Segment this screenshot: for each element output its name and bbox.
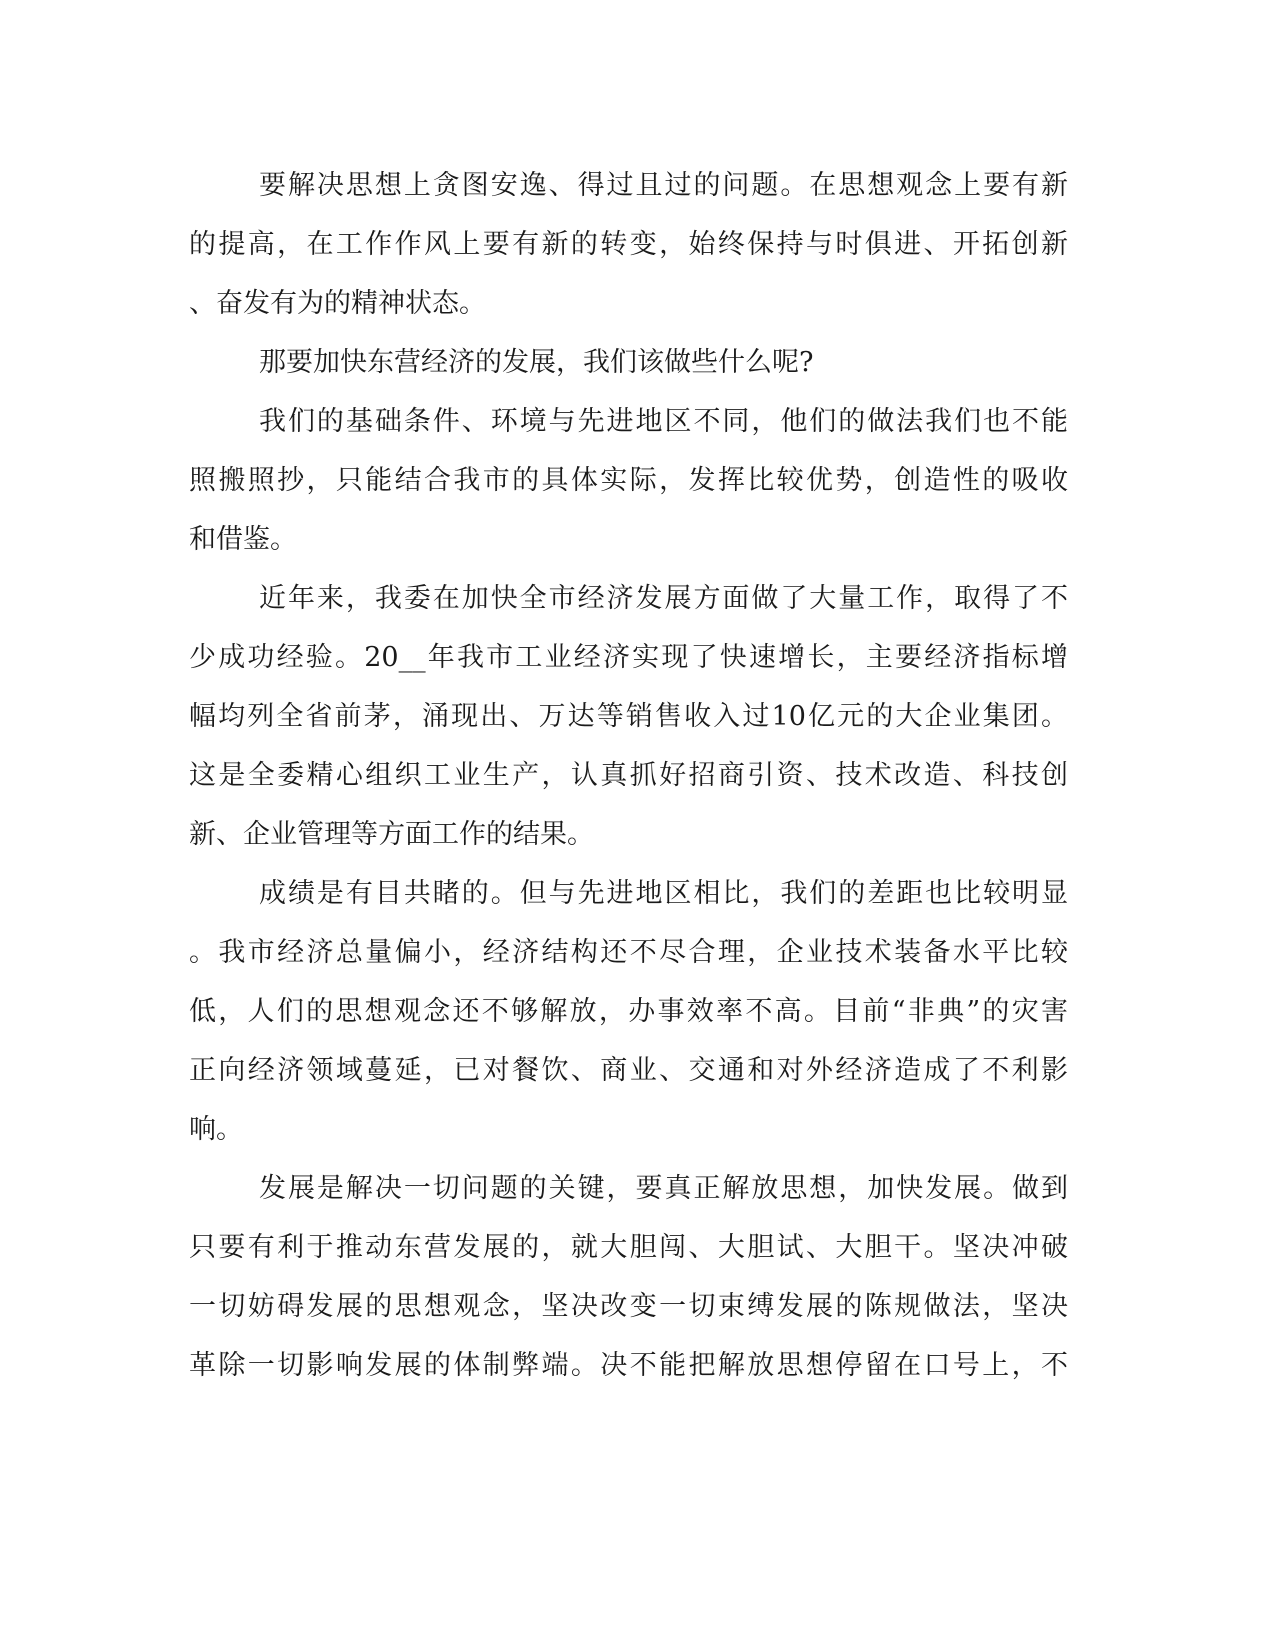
paragraph-3-line-1: 我们的基础条件、环境与先进地区不同，他们的做法我们也不能 [259, 406, 1068, 437]
paragraph-6-line-4: 革除一切影响发展的体制弊端。决不能把解放思想停留在口号上，不 [189, 1350, 1068, 1381]
paragraph-3-line-3: 和借鉴。 [189, 524, 297, 555]
paragraph-1-line-2: 的提高，在工作作风上要有新的转变，始终保持与时俱进、开拓创新 [189, 229, 1068, 260]
paragraph-4-line-4: 这是全委精心组织工业生产，认真抓好招商引资、技术改造、科技创 [189, 760, 1068, 791]
paragraph-2-line-1: 那要加快东营经济的发展，我们该做些什么呢? [259, 347, 814, 378]
paragraph-6-line-2: 只要有利于推动东营发展的，就大胆闯、大胆试、大胆干。坚决冲破 [189, 1232, 1068, 1263]
paragraph-4-line-5: 新、企业管理等方面工作的结果。 [189, 819, 594, 850]
paragraph-5-line-2: 。我市经济总量偏小，经济结构还不尽合理，企业技术装备水平比较 [189, 937, 1068, 968]
paragraph-4-line-1: 近年来，我委在加快全市经济发展方面做了大量工作，取得了不 [259, 583, 1068, 614]
paragraph-6-line-3: 一切妨碍发展的思想观念，坚决改变一切束缚发展的陈规做法，坚决 [189, 1291, 1068, 1322]
paragraph-5-line-5: 响。 [189, 1114, 243, 1145]
paragraph-5-line-3: 低，人们的思想观念还不够解放，办事效率不高。目前“非典”的灾害 [189, 996, 1068, 1027]
paragraph-4-line-3: 幅均列全省前茅，涌现出、万达等销售收入过10亿元的大企业集团。 [189, 701, 1068, 732]
paragraph-6-line-1: 发展是解决一切问题的关键，要真正解放思想，加快发展。做到 [259, 1173, 1068, 1204]
paragraph-5-line-4: 正向经济领域蔓延，已对餐饮、商业、交通和对外经济造成了不利影 [189, 1055, 1068, 1086]
paragraph-5-line-1: 成绩是有目共睹的。但与先进地区相比，我们的差距也比较明显 [259, 878, 1068, 909]
paragraph-1-line-3: 、奋发有为的精神状态。 [189, 288, 486, 319]
paragraph-4-line-2: 少成功经验。20__年我市工业经济实现了快速增长，主要经济指标增 [189, 642, 1068, 673]
paragraph-3-line-2: 照搬照抄，只能结合我市的具体实际，发挥比较优势，创造性的吸收 [189, 465, 1068, 496]
paragraph-1-line-1: 要解决思想上贪图安逸、得过且过的问题。在思想观念上要有新 [259, 170, 1068, 201]
